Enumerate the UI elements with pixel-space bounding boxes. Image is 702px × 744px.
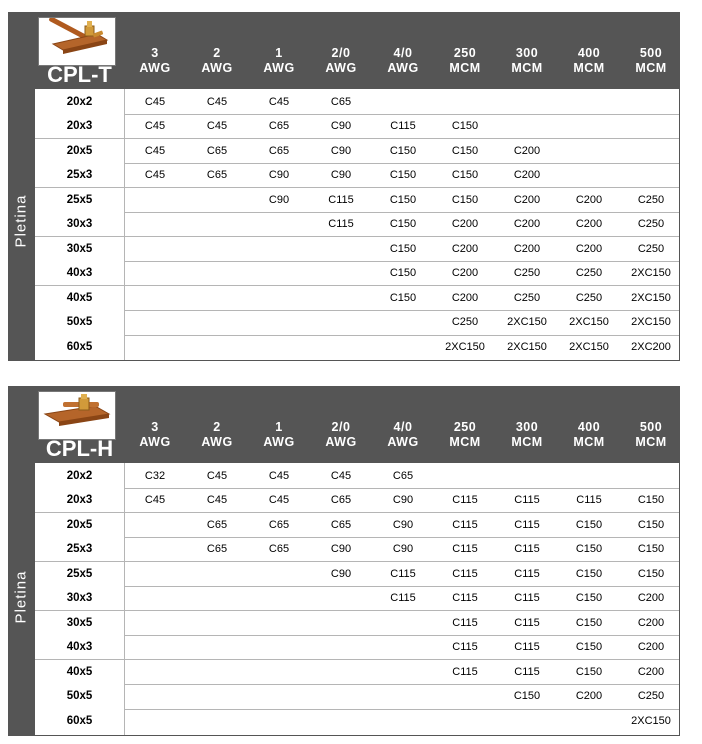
table-cell: C150 — [575, 641, 603, 654]
table-cell: 2XC150 — [631, 715, 671, 727]
column-header-top: 1 — [275, 420, 283, 434]
column-header-bottom: MCM — [449, 61, 481, 75]
table-cell: C115 — [328, 193, 354, 206]
table-cell — [248, 635, 310, 659]
table-cell: 2XC150 — [507, 316, 547, 329]
table-cell: C150 — [575, 592, 603, 605]
table-cell: C115 — [514, 567, 540, 580]
table-cell — [496, 464, 558, 488]
table-cell — [124, 237, 186, 261]
table-cell: C90 — [330, 120, 352, 133]
column-header — [124, 46, 186, 76]
table-cell — [558, 163, 620, 187]
table-cell: C115 — [452, 543, 478, 556]
table-cell — [434, 684, 496, 708]
row-label: 20x3 — [35, 114, 124, 138]
table-cell: C45 — [268, 95, 290, 108]
table-cell: C115 — [576, 494, 602, 507]
table-cell: C65 — [268, 543, 290, 556]
table-cell: C150 — [575, 543, 603, 556]
table-cell — [558, 464, 620, 488]
column-header-top: 500 — [639, 46, 663, 60]
table-cell — [124, 188, 186, 212]
column-header-top: 2/0 — [331, 46, 351, 60]
table-cell: C150 — [637, 518, 665, 531]
row-label: 50x5 — [35, 310, 124, 334]
row-label: 40x3 — [35, 261, 124, 285]
table-cell — [310, 310, 372, 334]
table-cell — [620, 139, 682, 163]
table-cell: C115 — [452, 494, 478, 507]
table-cell: C115 — [514, 543, 540, 556]
column-header-bottom: MCM — [635, 61, 667, 75]
table-cell — [186, 684, 248, 708]
row-label: 40x3 — [35, 635, 124, 659]
table-header — [35, 12, 680, 89]
column-header-bottom: MCM — [511, 61, 543, 75]
table-cell — [248, 586, 310, 610]
table-cell: 2XC150 — [445, 341, 485, 353]
side-label-pletina: Pletina — [12, 194, 30, 248]
table-cell: C115 — [452, 567, 478, 580]
table-cell: C200 — [451, 218, 479, 231]
table-cell: C250 — [637, 242, 665, 255]
table-cell — [248, 562, 310, 586]
table-cell: C90 — [330, 144, 352, 157]
table-cell: C250 — [451, 316, 479, 329]
table-cell — [372, 709, 434, 733]
table-cell — [124, 562, 186, 586]
table-cell: C45 — [268, 469, 290, 482]
column-header-top: 2/0 — [331, 420, 351, 434]
product-title: CPL-H — [45, 436, 114, 461]
side-panel — [8, 12, 35, 361]
table-cell — [124, 335, 186, 359]
table-cell — [186, 335, 248, 359]
table-cell: C115 — [390, 567, 416, 580]
column-header — [310, 420, 372, 450]
column-header-top: 400 — [577, 46, 601, 60]
table-cell: C250 — [575, 291, 603, 304]
column-header-top: 250 — [453, 420, 477, 434]
table-cell — [372, 660, 434, 684]
table-cell: C90 — [330, 543, 352, 556]
table-cell: C250 — [637, 193, 665, 206]
column-header-bottom: AWG — [387, 435, 419, 449]
side-panel — [8, 386, 35, 736]
table-cell: C200 — [637, 665, 665, 678]
table-cell: C200 — [451, 267, 479, 280]
table-cell — [248, 611, 310, 635]
table-cell: C115 — [514, 592, 540, 605]
table-cell — [124, 310, 186, 334]
table-cell: C200 — [575, 690, 603, 703]
table-cell — [124, 513, 186, 537]
column-header-bottom: AWG — [325, 435, 357, 449]
table-cell — [620, 163, 682, 187]
side-label-pletina: Pletina — [12, 570, 30, 624]
table-cell: C150 — [575, 616, 603, 629]
table-cell: C45 — [144, 169, 166, 182]
table-cell — [186, 188, 248, 212]
table-cell — [310, 684, 372, 708]
table-cell — [372, 684, 434, 708]
table-cell — [124, 537, 186, 561]
table-cell — [310, 635, 372, 659]
row-label: 20x2 — [35, 90, 124, 114]
column-header-top: 4/0 — [393, 420, 413, 434]
table-cell: C45 — [206, 494, 228, 507]
table-cell: 2XC150 — [631, 291, 671, 304]
table-cell: C65 — [330, 95, 352, 108]
table-cell: C150 — [389, 144, 417, 157]
column-header-top: 3 — [151, 46, 159, 60]
column-header-top: 250 — [453, 46, 477, 60]
table-cell: C45 — [144, 144, 166, 157]
table-cell — [248, 335, 310, 359]
row-label: 60x5 — [35, 335, 124, 359]
table-cell — [248, 709, 310, 733]
table-cell — [372, 90, 434, 114]
table-cell: C45 — [206, 120, 228, 133]
table-cell: C115 — [328, 218, 354, 231]
product-logo — [35, 386, 124, 463]
table-cell: C45 — [144, 95, 166, 108]
table-cell: C200 — [637, 616, 665, 629]
table-cell — [372, 635, 434, 659]
row-label: 30x3 — [35, 212, 124, 236]
table-cell: C200 — [513, 242, 541, 255]
table-cell: C250 — [513, 291, 541, 304]
table-cell: C45 — [144, 120, 166, 133]
column-header — [558, 420, 620, 450]
column-header-bottom: AWG — [201, 435, 233, 449]
column-header-bottom: MCM — [511, 435, 543, 449]
table-cell: C150 — [637, 494, 665, 507]
row-label: 20x2 — [35, 464, 124, 488]
table-cell: C115 — [390, 120, 416, 133]
column-header-bottom: MCM — [573, 61, 605, 75]
table-cell: C90 — [330, 169, 352, 182]
table-cell — [310, 660, 372, 684]
table-cell — [248, 660, 310, 684]
table-cell: C90 — [268, 169, 290, 182]
column-header — [620, 46, 682, 76]
table-cell: C90 — [392, 518, 414, 531]
table-cpl-h — [8, 386, 680, 736]
table-cell — [558, 139, 620, 163]
column-header-top: 3 — [151, 420, 159, 434]
table-cell — [124, 684, 186, 708]
table-cell — [186, 635, 248, 659]
column-header-bottom: AWG — [139, 61, 171, 75]
table-cell: C115 — [514, 641, 540, 654]
table-cell: C65 — [268, 120, 290, 133]
table-cell — [124, 261, 186, 285]
table-cell: C115 — [514, 616, 540, 629]
table-cell: 2XC150 — [569, 316, 609, 329]
table-cell — [558, 90, 620, 114]
table-cell — [372, 611, 434, 635]
table-cell: C90 — [392, 494, 414, 507]
product-title: CPL-T — [47, 62, 112, 87]
table-cell — [124, 709, 186, 733]
table-cell: C32 — [144, 469, 166, 482]
table-cell — [372, 335, 434, 359]
table-cell: C115 — [390, 592, 416, 605]
column-header-top: 2 — [213, 46, 221, 60]
table-cell: C200 — [637, 592, 665, 605]
table-cell — [186, 611, 248, 635]
table-cell — [496, 709, 558, 733]
table-cell — [186, 286, 248, 310]
column-header — [434, 46, 496, 76]
table-cell — [186, 237, 248, 261]
table-cell — [372, 310, 434, 334]
row-label: 30x3 — [35, 586, 124, 610]
table-cell: C45 — [144, 494, 166, 507]
table-cell — [434, 464, 496, 488]
table-cell — [124, 611, 186, 635]
table-cell — [186, 586, 248, 610]
table-cell — [186, 709, 248, 733]
table-cell: C200 — [575, 193, 603, 206]
table-cell — [248, 237, 310, 261]
row-label: 25x3 — [35, 163, 124, 187]
column-header-top: 300 — [515, 46, 539, 60]
column-header — [186, 46, 248, 76]
column-header-top: 2 — [213, 420, 221, 434]
column-header-bottom: AWG — [139, 435, 171, 449]
table-cell: C65 — [206, 144, 228, 157]
table-cell: C45 — [206, 469, 228, 482]
column-header — [558, 46, 620, 76]
row-label: 25x5 — [35, 188, 124, 212]
column-header — [248, 46, 310, 76]
cpl-t-connector-icon — [39, 18, 115, 65]
table-cell: C115 — [452, 665, 478, 678]
table-cell: C250 — [513, 267, 541, 280]
table-cell: C65 — [268, 518, 290, 531]
column-header — [124, 420, 186, 450]
table-cell — [434, 90, 496, 114]
table-cell — [620, 464, 682, 488]
table-cell: C150 — [637, 543, 665, 556]
row-label: 30x5 — [35, 611, 124, 635]
table-cell: 2XC150 — [569, 341, 609, 353]
table-cell — [558, 709, 620, 733]
row-label: 60x5 — [35, 709, 124, 733]
table-cell — [558, 114, 620, 138]
column-header — [186, 420, 248, 450]
table-cpl-t — [8, 12, 680, 361]
table-cell: C150 — [389, 169, 417, 182]
table-cell — [186, 562, 248, 586]
table-cell — [186, 660, 248, 684]
table-cell — [248, 286, 310, 310]
table-cell — [186, 310, 248, 334]
table-cell — [620, 114, 682, 138]
cpl-h-connector-icon — [39, 392, 115, 439]
table-cell: C65 — [330, 494, 352, 507]
row-label: 40x5 — [35, 286, 124, 310]
table-cell: C200 — [637, 641, 665, 654]
table-cell: C45 — [330, 469, 352, 482]
column-header-bottom: AWG — [263, 61, 295, 75]
table-cell: C150 — [389, 242, 417, 255]
table-cell: C115 — [514, 518, 540, 531]
table-cell: C65 — [206, 543, 228, 556]
column-header — [434, 420, 496, 450]
row-label: 30x5 — [35, 237, 124, 261]
table-cell: C150 — [451, 169, 479, 182]
table-cell: C150 — [389, 218, 417, 231]
table-cell: C150 — [575, 518, 603, 531]
table-cell — [248, 212, 310, 236]
row-label: 20x3 — [35, 488, 124, 512]
table-cell — [310, 611, 372, 635]
product-logo — [35, 12, 124, 89]
table-cell — [248, 684, 310, 708]
column-header-top: 1 — [275, 46, 283, 60]
table-cell — [124, 212, 186, 236]
table-cell: 2XC200 — [631, 341, 671, 353]
column-header-top: 4/0 — [393, 46, 413, 60]
table-cell: C65 — [206, 169, 228, 182]
table-cell: 2XC150 — [631, 316, 671, 329]
table-cell: C90 — [392, 543, 414, 556]
column-header — [496, 420, 558, 450]
row-label: 25x3 — [35, 537, 124, 561]
table-cell: C200 — [575, 242, 603, 255]
table-cell: C200 — [513, 144, 541, 157]
table-cell — [496, 114, 558, 138]
table-cell: C150 — [389, 267, 417, 280]
table-cell: C250 — [637, 218, 665, 231]
column-header — [248, 420, 310, 450]
table-cell — [124, 660, 186, 684]
column-header-bottom: AWG — [201, 61, 233, 75]
column-header-bottom: AWG — [387, 61, 419, 75]
table-cell — [310, 709, 372, 733]
column-header — [496, 46, 558, 76]
column-header — [372, 46, 434, 76]
table-cell: C200 — [575, 218, 603, 231]
column-header-top: 500 — [639, 420, 663, 434]
table-cell: C150 — [637, 567, 665, 580]
table-cell: C150 — [513, 690, 541, 703]
table-cell — [310, 261, 372, 285]
table-cell: C115 — [452, 641, 478, 654]
column-header-bottom: MCM — [449, 435, 481, 449]
table-cell: C200 — [513, 193, 541, 206]
table-cell: 2XC150 — [631, 267, 671, 280]
column-header — [620, 420, 682, 450]
table-cell: C45 — [206, 95, 228, 108]
column-header-top: 300 — [515, 420, 539, 434]
table-cell: C65 — [206, 518, 228, 531]
table-cell: C65 — [268, 144, 290, 157]
table-cell — [434, 709, 496, 733]
table-cell: C115 — [514, 494, 540, 507]
column-header-bottom: AWG — [263, 435, 295, 449]
column-header-top: 400 — [577, 420, 601, 434]
table-cell: C150 — [451, 193, 479, 206]
table-cell: C90 — [268, 193, 290, 206]
table-cell — [124, 286, 186, 310]
table-cell: C115 — [452, 616, 478, 629]
table-cell: C65 — [330, 518, 352, 531]
table-cell — [310, 237, 372, 261]
table-cell: C150 — [451, 144, 479, 157]
table-cell: C90 — [330, 567, 352, 580]
table-cell: C150 — [389, 193, 417, 206]
table-cell — [248, 310, 310, 334]
column-header-bottom: MCM — [635, 435, 667, 449]
table-cell: C200 — [451, 291, 479, 304]
table-cell: 2XC150 — [507, 341, 547, 353]
table-cell: C200 — [513, 169, 541, 182]
table-header — [35, 386, 680, 463]
table-cell: C150 — [451, 120, 479, 133]
table-cell: C65 — [392, 469, 414, 482]
table-cell — [496, 90, 558, 114]
table-cell: C115 — [514, 665, 540, 678]
column-header — [372, 420, 434, 450]
table-cell — [310, 286, 372, 310]
table-cell — [310, 586, 372, 610]
row-label: 20x5 — [35, 139, 124, 163]
row-label: 40x5 — [35, 660, 124, 684]
column-header-bottom: AWG — [325, 61, 357, 75]
table-cell: C115 — [452, 592, 478, 605]
table-cell: C200 — [451, 242, 479, 255]
table-cell: C200 — [513, 218, 541, 231]
table-cell — [248, 261, 310, 285]
table-cell: C150 — [575, 567, 603, 580]
table-cell: C250 — [637, 690, 665, 703]
table-cell: C45 — [268, 494, 290, 507]
table-cell: C150 — [575, 665, 603, 678]
table-cell: C115 — [452, 518, 478, 531]
row-label: 25x5 — [35, 562, 124, 586]
table-cell — [124, 586, 186, 610]
table-cell — [620, 90, 682, 114]
row-label: 20x5 — [35, 513, 124, 537]
table-cell: C250 — [575, 267, 603, 280]
table-cell — [310, 335, 372, 359]
table-cell — [124, 635, 186, 659]
column-header — [310, 46, 372, 76]
table-cell: C150 — [389, 291, 417, 304]
table-cell — [186, 261, 248, 285]
column-header-bottom: MCM — [573, 435, 605, 449]
row-label: 50x5 — [35, 684, 124, 708]
table-cell — [186, 212, 248, 236]
